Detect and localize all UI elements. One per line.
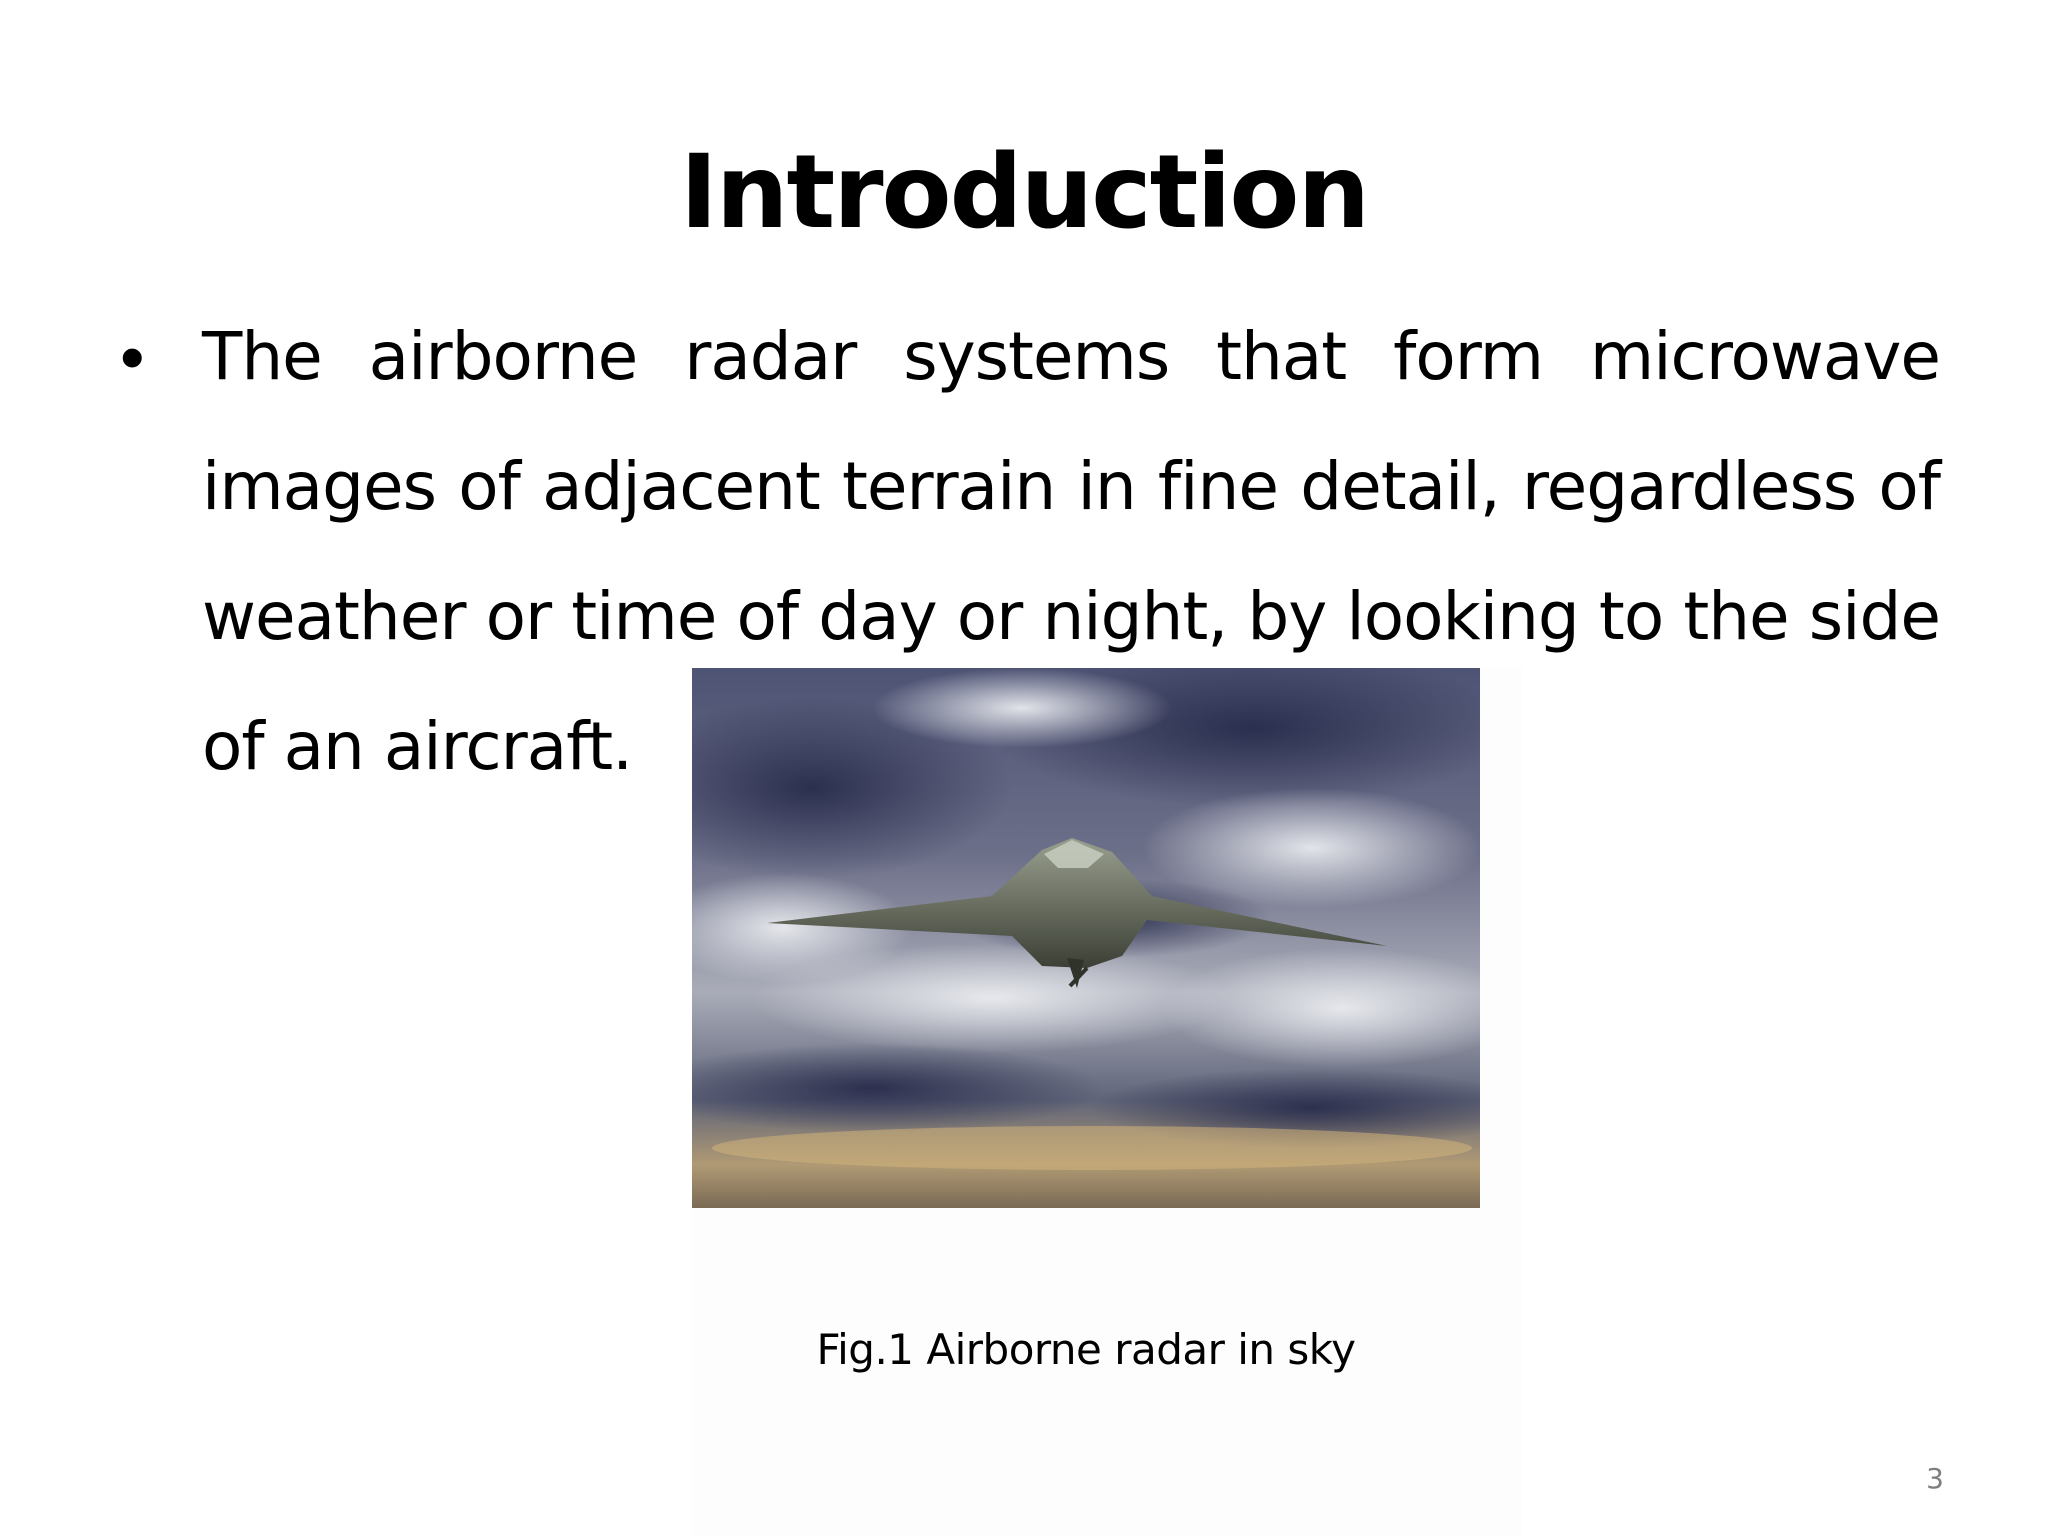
figure-caption: Fig.1 Airborne radar in sky <box>816 1325 1356 1374</box>
bullet-item-text: The airborne radar systems that form microwave images of adjacent terrain in fine detail, regardless of weather or time of day or night, by looking to the side of an aircraft. <box>202 318 1940 785</box>
page-number: 3 <box>1926 1462 1944 1495</box>
aircraft-in-clouds-image <box>692 668 1480 1208</box>
slide-title: Introduction <box>679 133 1369 252</box>
aircraft-photo <box>692 668 1480 1208</box>
figure-panel <box>692 668 1522 1536</box>
bullet-marker: • <box>120 318 145 396</box>
